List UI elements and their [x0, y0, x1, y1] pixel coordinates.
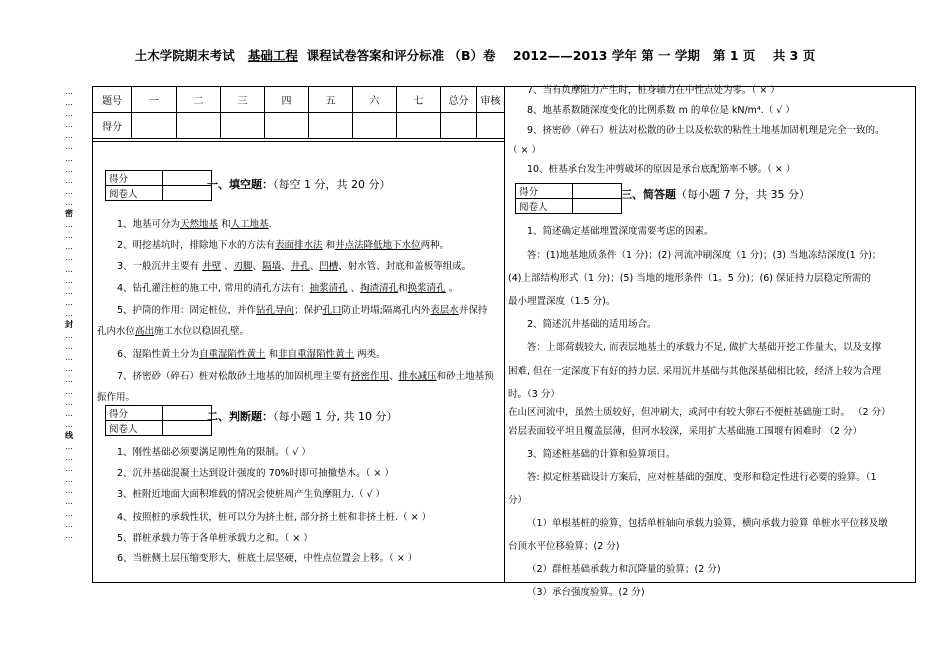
score-cell: [441, 113, 477, 139]
score-cell: [309, 113, 353, 139]
grader-box-3: [515, 183, 622, 214]
score-cell: [265, 113, 309, 139]
s3-a3-item1-cont: 台顶水平位移验算；(2 分): [508, 541, 620, 552]
text: 、: [281, 261, 291, 272]
score-header-cell: 一: [132, 87, 177, 113]
answer: 井孔: [290, 261, 310, 272]
s3-a2-cont: 在山区河流中，虽然土质较好，但冲刷大，或河中有较大卵石不便桩基础施工时。 （2 分）: [508, 407, 891, 418]
title-page: 第 1 页: [712, 48, 756, 63]
title-paper: 课程试卷答案和评分标准 （B）卷: [306, 48, 496, 63]
s1-q5-cont: [97, 323, 249, 337]
text: 2、明挖基坑时，排除地下水的方法有: [117, 240, 276, 251]
score-header-cell: 三: [221, 87, 265, 113]
s1-q4: [117, 280, 458, 294]
dots: …: [65, 286, 73, 296]
score-table: [93, 87, 504, 139]
grader-score-label: 得分: [106, 171, 163, 186]
dots: …: [65, 98, 73, 108]
dots: …: [65, 308, 73, 318]
score-header-cell: 六: [353, 87, 397, 113]
answer: 排水减压: [398, 371, 437, 382]
text: 和: [218, 219, 231, 230]
s2-q9: 9、挤密砂（碎石）桩法对松散的砂土以及松软的粘性土地基加固机理是完全一致的。: [527, 125, 885, 136]
dots: …: [65, 220, 73, 230]
dots: …: [65, 453, 73, 463]
text: 、射水管、封底和盖板等组成。: [338, 261, 472, 272]
dots: …: [65, 375, 73, 385]
dots: …: [65, 153, 73, 163]
s1-q5: [117, 302, 487, 316]
dots: …: [65, 331, 73, 341]
answer: 换浆清孔: [407, 283, 446, 294]
s2-q2: 2、沉井基础混凝土达到设计强度的 70%时即可抽撤垫木。（ × ）: [117, 468, 394, 479]
dots: …: [65, 519, 73, 529]
s3-q1: 1、简述确定基础埋置深度需要考虑的因素。: [527, 226, 714, 237]
dots: …: [65, 142, 73, 152]
text: 振作用。: [97, 392, 136, 403]
answer: 孔口: [322, 305, 342, 316]
score-header-cell: 总分: [441, 87, 477, 113]
text: 、: [252, 261, 263, 272]
dots: …: [65, 486, 73, 496]
text: 、: [347, 283, 361, 294]
answer: 天然地基: [180, 219, 219, 230]
section-3-heading: 三、简答题: [621, 188, 676, 201]
text: 孔内水位: [97, 326, 136, 337]
text: 1、地基可分为: [117, 219, 181, 230]
s1-q1: [117, 216, 272, 230]
dots: …: [65, 508, 73, 518]
s2-q8: 8、地基系数随深度变化的比例系数 m 的单位是 kN/m⁴.（ √ ）: [527, 105, 795, 116]
dots: …: [65, 253, 73, 263]
dots: …: [65, 475, 73, 485]
s2-q9-answer: （ × ）: [508, 145, 541, 156]
score-cell: [132, 113, 177, 139]
score-cell: [477, 113, 505, 139]
text: ；保护: [294, 305, 323, 316]
s2-q1: 1、刚性基础必须要满足刚性角的限制。（ √ ）: [117, 447, 311, 458]
dots: …: [65, 297, 73, 307]
dots: …: [65, 231, 73, 241]
s3-q2: 2、简述沉井基础的适用场合。: [527, 319, 657, 330]
dots: …: [65, 131, 73, 141]
answer: 表层水: [430, 305, 459, 316]
dots: …: [65, 120, 73, 130]
section-1-heading: 一、填空题：: [207, 178, 273, 191]
grader-score-label: 得分: [516, 184, 573, 199]
dots: …: [65, 408, 73, 418]
dots: …: [65, 530, 73, 540]
text: 和砂土地基预: [436, 371, 494, 382]
title-total-pages: 共 3 页: [772, 48, 816, 63]
dots: …: [65, 419, 73, 429]
dots: …: [65, 497, 73, 507]
answer: 高出: [135, 326, 155, 337]
section-1-title: [207, 176, 390, 192]
s2-q4: 4、按照桩的承载性状，桩可以分为挤土桩, 部分挤土桩和非挤土桩.（ × ）: [117, 512, 432, 523]
s1-q3: [117, 258, 471, 272]
answer: 井点法降低地下水位: [335, 240, 421, 251]
section-2-note: （每小题 1 分, 共 10 分）: [273, 410, 398, 423]
dots: …: [65, 197, 73, 207]
answer: 掏渣清孔: [360, 283, 399, 294]
grader-reviewer-cell: [163, 421, 212, 436]
score-header-cell: 审核: [477, 87, 505, 113]
s3-a2: 答：上部荷载较大, 而表层地基土的承载力不足, 做扩大基础开挖工作量大，以及支撑: [527, 342, 882, 353]
dots: …: [65, 109, 73, 119]
binding-mi: 密: [65, 209, 73, 219]
answer: 凹槽: [319, 261, 339, 272]
score-cell: [397, 113, 441, 139]
text: .: [268, 219, 272, 230]
text: 和: [398, 283, 408, 294]
dots: …: [65, 442, 73, 451]
dots: …: [65, 175, 73, 185]
text: 7、挤密砂（碎石）桩对松散砂土地基的加固机理主要有: [117, 371, 352, 382]
text: 3、一般沉井主要有: [117, 261, 203, 272]
text: 6、湿陷性黄土分为: [117, 349, 200, 360]
text: 和: [322, 240, 336, 251]
dots: …: [65, 186, 73, 196]
page-title: [0, 46, 950, 64]
s3-a1-cont: 最小埋置深度（1.5 分)。: [508, 296, 616, 307]
dots: …: [65, 397, 73, 407]
grader-reviewer-label: 阅卷人: [106, 186, 163, 201]
s2-q10: 10、桩基承台发生冲剪破坏的原因是承台底配筋率不够。（ × ）: [527, 164, 796, 175]
s3-a3-item3: （3）承台强度验算。(2 分): [527, 587, 645, 598]
score-header-cell: 七: [397, 87, 441, 113]
grader-reviewer-cell: [163, 186, 212, 201]
answer: 隔墙: [262, 261, 282, 272]
s2-q5: 5、群桩承载力等于各单桩承载力之和。（ × ）: [117, 533, 313, 544]
right-column: [504, 85, 916, 598]
text: 防止坍塌;隔离孔内外: [341, 305, 431, 316]
text: 。: [445, 283, 459, 294]
score-cell: [353, 113, 397, 139]
answer: 表面排水法: [275, 240, 323, 251]
grader-score-cell: [163, 171, 212, 186]
s1-q7-cont: [97, 389, 135, 403]
answer: 刃脚: [233, 261, 253, 272]
text: 两种。: [420, 240, 450, 251]
binding-feng: 封: [65, 319, 73, 329]
title-course: 基础工程: [247, 48, 298, 63]
dots: …: [65, 242, 73, 252]
s3-a3-item1: （1）单根基桩的验算，包括单桩轴向承载力验算，横向承载力验算 单桩水平位移及墩: [527, 518, 888, 529]
score-header-cell: 四: [265, 87, 309, 113]
text: 5、护筒的作用：固定桩位，并作: [117, 305, 257, 316]
text: 两类。: [354, 349, 386, 360]
answer: 钻孔导向: [256, 305, 295, 316]
section-3-note: （每小题 7 分，共 35 分）: [676, 188, 810, 201]
binding-line: [58, 86, 80, 556]
s3-a3-item2: （2）群桩基础承载力和沉降量的验算；(2 分): [527, 564, 721, 575]
score-header-cell: 二: [177, 87, 221, 113]
section-3-title: [621, 186, 810, 202]
grader-score-cell: [163, 406, 212, 421]
binding-xian: 线: [65, 430, 73, 440]
section-2-title: [207, 408, 397, 424]
dots: …: [65, 386, 73, 396]
s3-a3-cont: 分）: [508, 495, 528, 506]
s1-q2: [117, 237, 449, 251]
grader-score-cell: [573, 184, 622, 199]
text: 、: [389, 371, 399, 382]
grader-reviewer-cell: [573, 199, 622, 214]
answer: 抽浆清孔: [309, 283, 348, 294]
s3-a3: 答: 拟定桩基础设计方案后，应对桩基础的强度、变形和稳定性进行必要的验算。（1: [527, 472, 877, 483]
s3-a2-cont: 岩层表面较平坦且覆盖层薄，但河水较深，采用扩大基础施工围堰有困难时 （2 分）: [508, 426, 863, 437]
s3-a1: 答：(1)地基地质条件（1 分)；(2) 河流冲刷深度（1 分)；(3) 当地冻结深度(1 分)；: [527, 250, 882, 261]
section-1-note: （每空 1 分，共 20 分）: [273, 178, 391, 191]
s2-q7: 7、当有负摩阻力产生时，桩身轴力在中性点处为零。（ × ）: [527, 85, 780, 96]
grader-score-label: 得分: [106, 406, 163, 421]
s1-q6: [117, 346, 386, 360]
s3-a2-cont: 时。（3 分）: [508, 389, 560, 400]
section-2-heading: 二、判断题：: [207, 410, 273, 423]
text: 、: [221, 261, 234, 272]
text: 4、钻孔灌注桩的施工中, 常用的清孔方法有：: [117, 283, 310, 294]
title-term: 2012——2013 学年 第 一 学期: [512, 48, 700, 63]
dots: …: [65, 464, 73, 474]
text: 并保持: [458, 305, 488, 316]
s2-q3: 3、桩附近地面大面积堆载的情况会使桩周产生负摩阻力.（ √ ）: [117, 489, 386, 500]
dots: …: [65, 264, 73, 274]
left-column: [92, 86, 505, 583]
title-college: 土木学院期末考试: [134, 48, 235, 63]
dots: …: [65, 342, 73, 352]
answer: 自重湿陷性黄土: [199, 349, 266, 360]
dots: …: [65, 275, 73, 285]
grader-reviewer-label: 阅卷人: [106, 421, 163, 436]
answer: 人工地基: [230, 219, 269, 230]
answer: 挤密作用: [351, 371, 390, 382]
score-header-cell: 题号: [93, 87, 132, 113]
dots: …: [65, 353, 73, 363]
s3-q3: 3、简述桩基础的计算和验算项目。: [527, 449, 676, 460]
text: 施工水位以稳固孔壁。: [154, 326, 250, 337]
text: 、: [309, 261, 320, 272]
divider: [93, 138, 504, 142]
answer: 非自重湿陷性黄土: [278, 349, 355, 360]
score-cell: [177, 113, 221, 139]
text: 和: [265, 349, 279, 360]
grader-box-1: [105, 170, 212, 201]
score-header-cell: 五: [309, 87, 353, 113]
answer: 井壁: [202, 261, 222, 272]
score-cell: [221, 113, 265, 139]
s1-q7: [117, 368, 494, 382]
score-row-label: 得分: [93, 113, 132, 139]
grader-box-2: [105, 405, 212, 436]
dots: …: [65, 364, 73, 374]
grader-reviewer-label: 阅卷人: [516, 199, 573, 214]
dots: …: [65, 87, 73, 96]
s3-a2-cont: 困难, 但在一定深度下有好的持力层. 采用沉井基础与其他深基础相比较，经济上较为合理: [508, 366, 882, 377]
s3-a1-cont: (4)上部结构形式（1 分)；(5) 当地的地形条件（1。5 分)；(6) 保证持力层稳定所需的: [508, 273, 871, 284]
s2-q6: 6、当桩侧土层压缩变形大，桩底土层坚硬，中性点位置会上移。（ × ）: [117, 553, 418, 564]
dots: …: [65, 164, 73, 174]
